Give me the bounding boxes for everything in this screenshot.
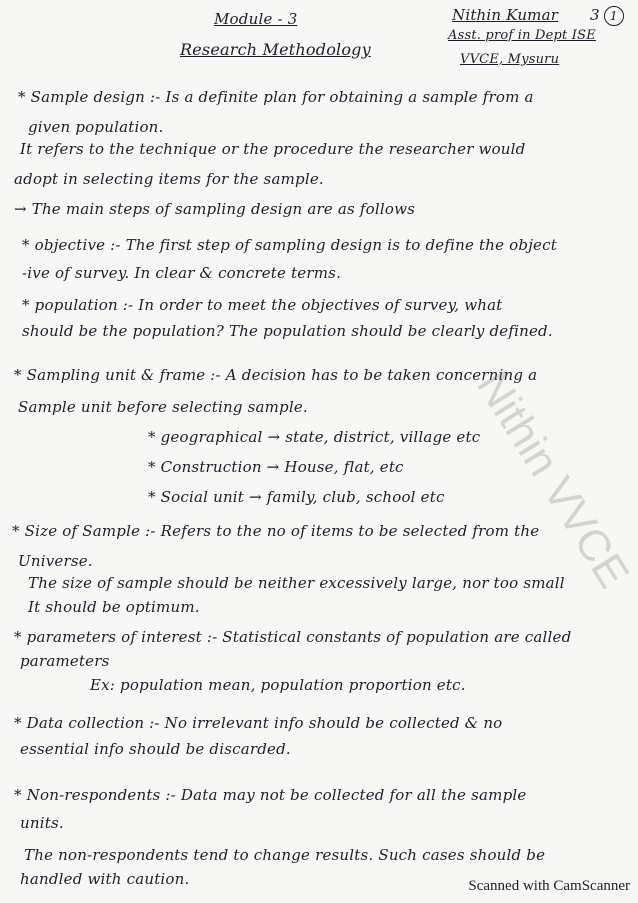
watermark: Nithin VVCE (467, 363, 638, 597)
text-line: * Construction → House, flat, etc (148, 458, 404, 476)
text-line: * Size of Sample :- Refers to the no of items to be selected from the (12, 522, 540, 540)
text-line: units. (20, 814, 64, 832)
page-title: Research Methodology (180, 40, 371, 59)
page-number (590, 6, 624, 26)
text-line: * population :- In order to meet the objectives of survey, what (22, 296, 503, 314)
text-line: Sample unit before selecting sample. (18, 398, 308, 416)
page-sub-number: 1 (604, 6, 624, 26)
text-line: Universe. (18, 552, 93, 570)
text-line: * Non-respondents :- Data may not be collected for all the sample (14, 786, 527, 804)
author-designation: Asst. prof in Dept ISE (448, 28, 596, 43)
text-line: handled with caution. (20, 870, 190, 888)
text-line: essential info should be discarded. (20, 740, 291, 758)
text-line: * geographical → state, district, village etc (148, 428, 481, 446)
author-name: Nithin Kumar (452, 6, 559, 24)
text-line: * Sample design :- Is a definite plan for obtaining a sample from a (18, 88, 534, 106)
text-line: → The main steps of sampling design are as follows (14, 200, 416, 218)
text-line: * parameters of interest :- Statistical constants of population are called (14, 628, 572, 646)
text-line: * Social unit → family, club, school etc (148, 488, 445, 506)
text-line: The non-respondents tend to change results. Such cases should be (24, 846, 546, 864)
text-line: parameters (20, 652, 110, 670)
text-line: adopt in selecting items for the sample. (14, 170, 324, 188)
text-line: * Data collection :- No irrelevant info should be collected & no (14, 714, 503, 732)
module-label: Module - 3 (214, 10, 298, 28)
text-line: It should be optimum. (28, 598, 200, 616)
text-line: -ive of survey. In clear & concrete terms. (22, 264, 342, 282)
author-college: VVCE, Mysuru (460, 52, 560, 67)
text-line: Ex: population mean, population proportion etc. (90, 676, 466, 694)
text-line: * Sampling unit & frame :- A decision has to be taken concerning a (14, 366, 538, 384)
text-line: It refers to the technique or the procedure the researcher would (20, 140, 526, 158)
text-line: The size of sample should be neither excessively large, nor too small (28, 574, 565, 592)
page-number-value: 3 (590, 6, 600, 24)
scanner-footer: Scanned with CamScanner (468, 878, 630, 894)
text-line: given population. (28, 118, 164, 136)
text-line: * objective :- The first step of sampling design is to define the object (22, 236, 557, 254)
text-line: should be the population? The population should be clearly defined. (22, 322, 553, 340)
